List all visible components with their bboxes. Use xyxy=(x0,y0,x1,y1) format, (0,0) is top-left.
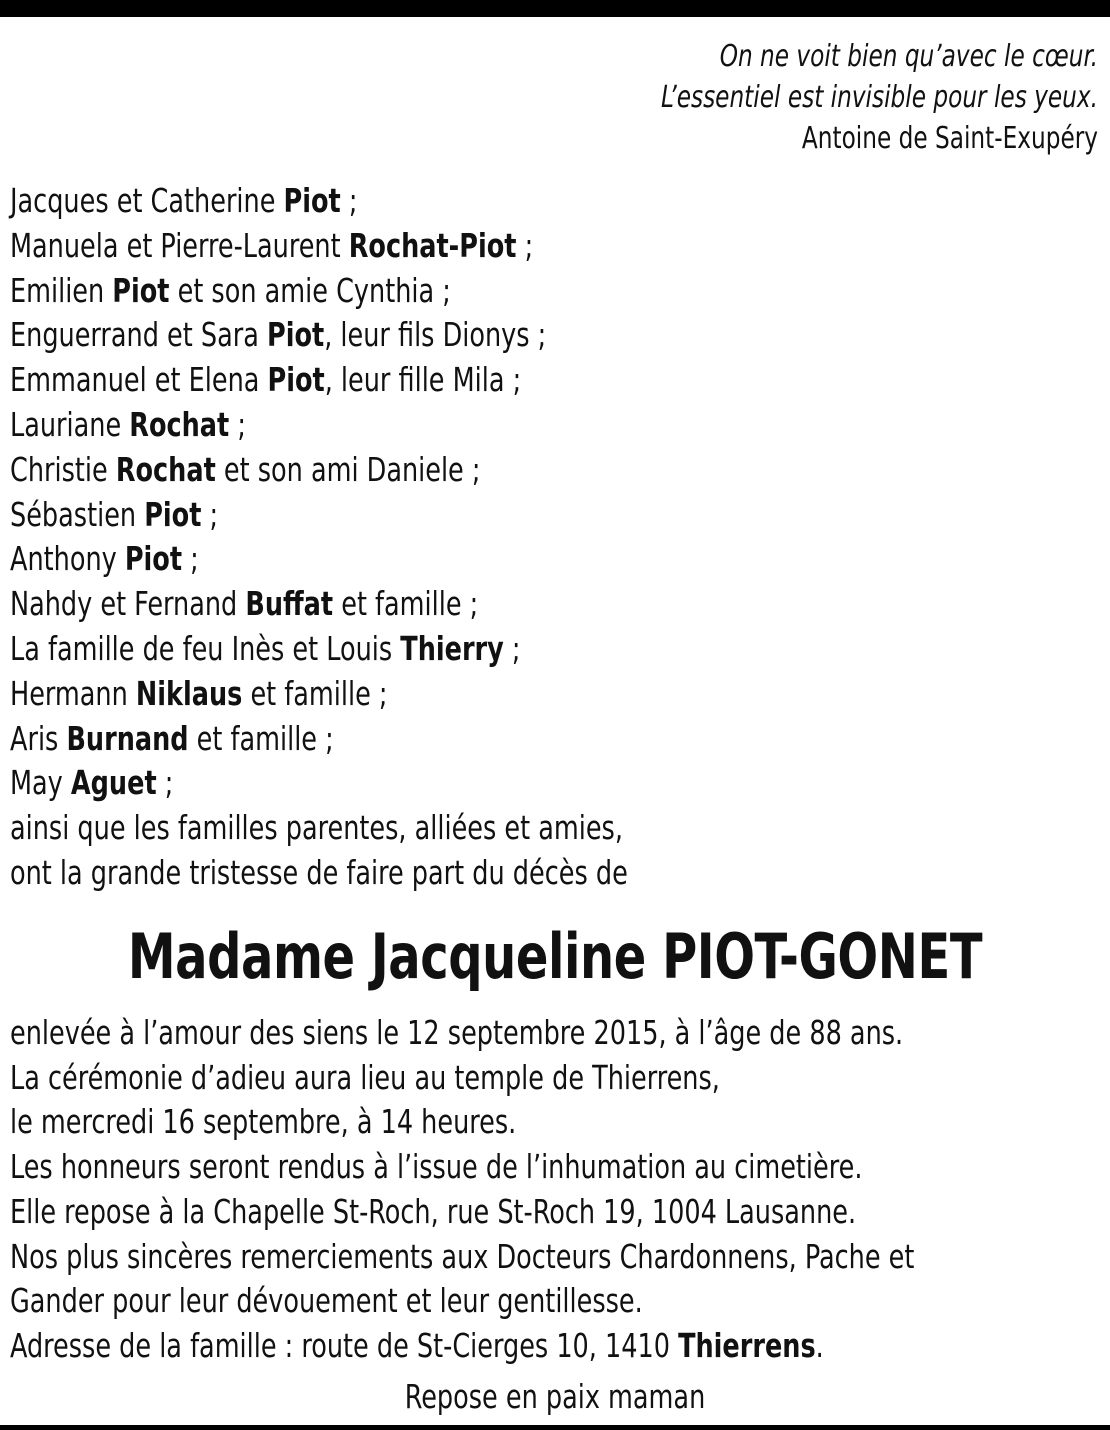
mourner-row: Lauriane Rochat ; xyxy=(10,404,246,444)
body-line-2: La cérémonie d’adieu aura lieu au temple de Thierrens, xyxy=(10,1057,720,1097)
announcement-body xyxy=(10,1011,1042,1369)
body-line-4: Les honneurs seront rendus à l’issue de l’inhumation au cimetière. xyxy=(10,1147,863,1187)
family-surname: Piot xyxy=(144,494,202,534)
quote-author: Antoine de Saint-Exupéry xyxy=(801,121,1098,156)
mourner-row: Hermann Niklaus et famille ; xyxy=(10,673,388,713)
mourner-row: May Aguet ; xyxy=(10,763,174,803)
family-surname: Piot xyxy=(112,270,170,310)
mourner-row: Sébastien Piot ; xyxy=(10,494,219,534)
body-line-1: enlevée à l’amour des siens le 12 septembre 2015, à l’âge de 88 ans. xyxy=(10,1013,904,1052)
quote-line-2: L’essentiel est invisible pour les yeux. xyxy=(661,80,1098,115)
epigraph-quote xyxy=(324,36,1098,159)
mourner-row: Nahdy et Fernand Buffat et famille ; xyxy=(10,584,479,624)
mourners-list xyxy=(10,179,999,896)
family-surname: Rochat-Piot xyxy=(348,225,517,265)
mourner-row: Enguerrand et Sara Piot, leur fils Dionys ; xyxy=(10,315,547,355)
body-line-5: Elle repose à la Chapelle St-Roch, rue St-Roch 19, 1004 Lausanne. xyxy=(10,1191,857,1231)
closing-line: Repose en paix maman xyxy=(404,1377,706,1416)
family-surname: Piot xyxy=(124,539,183,579)
family-address: Adresse de la famille : route de St-Cierges 10, 1410 Thierrens. xyxy=(10,1325,824,1365)
bottom-border-rule xyxy=(0,1425,1110,1430)
body-line-6: Nos plus sincères remerciements aux Docteurs Chardonnens, Pache et xyxy=(10,1236,915,1276)
mourner-row: Aris Burnand et famille ; xyxy=(10,718,334,758)
family-surname: Burnand xyxy=(66,718,189,758)
family-surname: Rochat xyxy=(129,404,230,444)
family-surname: Aguet xyxy=(70,763,157,803)
family-surname: Niklaus xyxy=(135,673,243,713)
body-line-7: Gander pour leur dévouement et leur gentillesse. xyxy=(10,1281,643,1321)
address-town: Thierrens xyxy=(678,1325,816,1365)
mourner-row: La famille de feu Inès et Louis Thierry ; xyxy=(10,628,521,668)
mourner-row: Jacques et Catherine Piot ; xyxy=(10,181,358,220)
family-surname: Thierry xyxy=(400,628,504,668)
mourner-row: Anthony Piot ; xyxy=(10,539,199,579)
intro-line-1: ainsi que les familles parentes, alliées et amies, xyxy=(10,808,623,848)
mourner-row: Emmanuel et Elena Piot, leur fille Mila ; xyxy=(10,360,522,400)
mourner-row: Manuela et Pierre-Laurent Rochat-Piot ; xyxy=(10,225,534,265)
family-surname: Rochat xyxy=(115,449,216,489)
family-surname: Piot xyxy=(267,360,325,400)
quote-line-1: On ne voit bien qu’avec le cœur. xyxy=(719,39,1098,74)
family-surname: Buffat xyxy=(245,584,334,624)
family-surname: Piot xyxy=(283,181,341,220)
family-surname: Piot xyxy=(266,315,325,355)
mourner-row: Christie Rochat et son ami Daniele ; xyxy=(10,449,481,489)
intro-line-2: ont la grande tristesse de faire part du décès de xyxy=(10,852,628,892)
mourner-row: Emilien Piot et son amie Cynthia ; xyxy=(10,270,451,310)
deceased-name-heading: Madame Jacqueline PIOT-GONET xyxy=(127,920,983,993)
body-line-3: le mercredi 16 septembre, à 14 heures. xyxy=(10,1102,517,1142)
top-border-rule xyxy=(0,0,1110,17)
